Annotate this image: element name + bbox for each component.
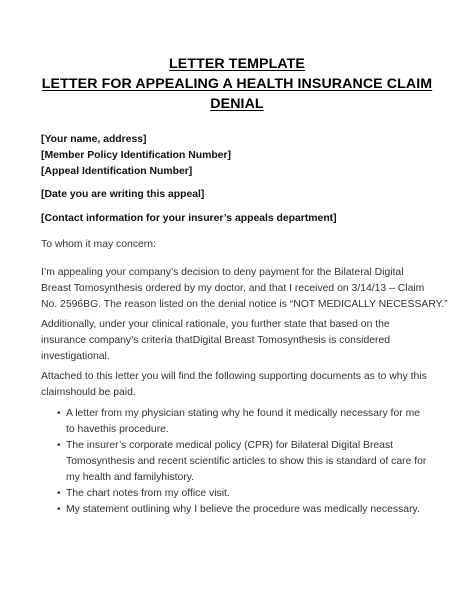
bullet-icon: • bbox=[57, 440, 61, 451]
letter-heading-line-1: LETTER FOR APPEALING A HEALTH INSURANCE CLAIM bbox=[41, 76, 433, 92]
paragraph-appeal-reason bbox=[41, 265, 448, 313]
member-policy-id-field: [Member Policy Identification Number] bbox=[41, 150, 231, 161]
name-address-field: [Your name, address] bbox=[41, 134, 147, 145]
paragraph-line: investigational. bbox=[41, 351, 110, 362]
letter-template-title: LETTER TEMPLATE bbox=[168, 56, 305, 72]
insurer-contact-field: [Contact information for your insurer’s appeals department] bbox=[41, 213, 337, 224]
salutation bbox=[41, 237, 441, 253]
paragraph-attachments bbox=[41, 369, 441, 401]
paragraph-line: No. 2596BG. The reason listed on the denial notice is “NOT MEDICALLY NECESSARY.” bbox=[41, 299, 448, 310]
paragraph-line: I’m appealing your company’s decision to deny payment for the Bilateral Digital bbox=[41, 267, 404, 278]
list-item bbox=[57, 438, 437, 486]
letter-heading-line-2: DENIAL bbox=[210, 96, 264, 112]
list-item-line: My statement outlining why I believe the procedure was medically necessary. bbox=[66, 504, 420, 515]
list-item-line: The chart notes from my office visit. bbox=[66, 488, 230, 499]
supporting-documents-list bbox=[57, 406, 437, 518]
bullet-icon: • bbox=[57, 504, 61, 515]
list-item-line: my health and familyhistory. bbox=[66, 472, 195, 483]
bullet-icon: • bbox=[57, 408, 61, 419]
list-item bbox=[57, 486, 437, 502]
salutation-text: To whom it may concern: bbox=[41, 239, 156, 250]
paragraph-clinical-rationale bbox=[41, 317, 441, 365]
list-item bbox=[57, 502, 437, 518]
paragraph-line: Additionally, under your clinical rationale, you further state that based on the bbox=[41, 319, 390, 330]
appeal-id-field: [Appeal Identification Number] bbox=[41, 166, 193, 177]
list-item-line: Tomosynthesis and recent scientific articles to show this is standard of care for bbox=[66, 456, 427, 467]
date-field: [Date you are writing this appeal] bbox=[41, 189, 205, 200]
bullet-icon: • bbox=[57, 488, 61, 499]
list-item-line: to havethis procedure. bbox=[66, 424, 169, 435]
list-item bbox=[57, 406, 437, 438]
paragraph-line: Breast Tomosynthesis ordered by my doctor, and that I received on 3/14/13 – Claim bbox=[41, 283, 425, 294]
list-item-line: The insurer’s corporate medical policy (CPR) for Bilateral Digital Breast bbox=[66, 440, 394, 451]
paragraph-line: claimshould be paid. bbox=[41, 387, 136, 398]
paragraph-line: Attached to this letter you will find the following supporting documents as to why this bbox=[41, 371, 427, 382]
paragraph-line: insurance company’s criteria thatDigital Breast Tomosynthesis is considered bbox=[41, 335, 391, 346]
list-item-line: A letter from my physician stating why he found it medically necessary for me bbox=[66, 408, 421, 419]
